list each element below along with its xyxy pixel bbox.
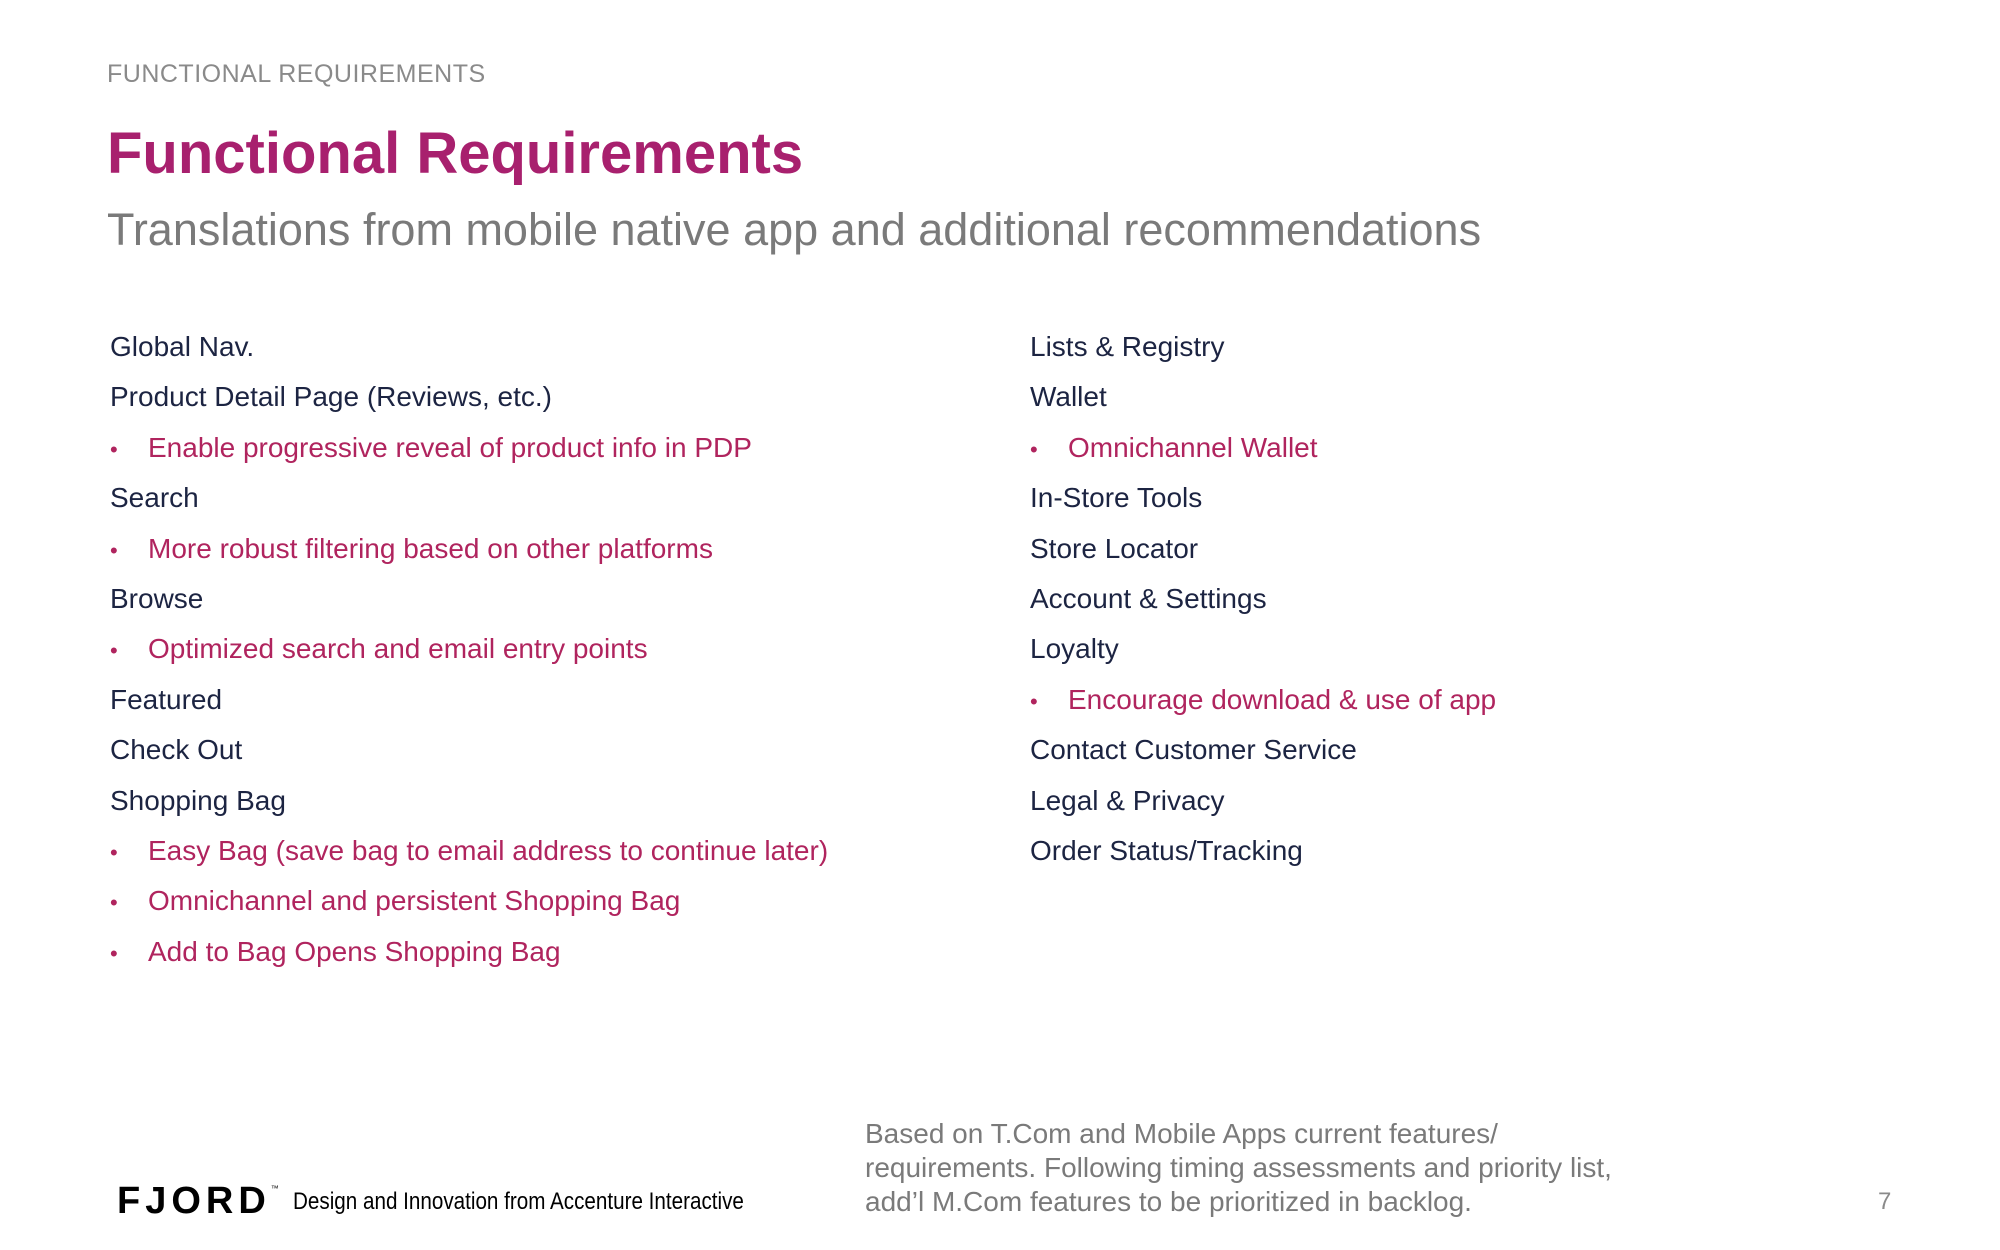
- list-subitem-text: Enable progressive reveal of product info in PDP: [148, 431, 752, 463]
- list-subitem-text: Optimized search and email entry points: [148, 633, 648, 665]
- list-subitem-text: Omnichannel Wallet: [1068, 431, 1318, 463]
- list-item-text: Global Nav.: [110, 331, 255, 362]
- bullet-icon: •: [110, 839, 118, 865]
- list-item-text: Lists & Registry: [1030, 331, 1225, 362]
- list-item-text: Featured: [110, 683, 223, 715]
- list-item: [1030, 826, 1496, 876]
- bullet-icon: •: [110, 537, 118, 563]
- list-subitem: [1030, 675, 1496, 725]
- list-subitem: [1030, 423, 1496, 473]
- bullet-icon: •: [110, 436, 118, 462]
- list-item: [110, 574, 828, 624]
- logo-tagline: Design and Innovation from Accenture Interactive: [292, 1188, 744, 1215]
- list-item-text: Legal & Privacy: [1030, 784, 1225, 816]
- list-subitem: [110, 876, 828, 926]
- list-item: [1030, 524, 1496, 574]
- list-item: [110, 322, 828, 372]
- bullet-icon: •: [110, 890, 118, 916]
- bullet-icon: •: [1030, 688, 1038, 714]
- list-item: [110, 675, 828, 725]
- section-eyebrow: FUNCTIONAL REQUIREMENTS: [107, 60, 486, 88]
- bullet-icon: •: [110, 638, 118, 664]
- list-item-text: Product Detail Page (Reviews, etc.): [110, 381, 552, 413]
- list-item: [1030, 624, 1496, 674]
- list-subitem: [110, 524, 828, 574]
- list-item: [1030, 473, 1496, 523]
- page-title: Functional Requirements: [107, 121, 804, 186]
- list-item-text: Account & Settings: [1030, 582, 1267, 614]
- list-item: [1030, 322, 1496, 372]
- list-item-text: Check Out: [110, 734, 243, 766]
- page-subtitle: Translations from mobile native app and additional recommendations: [107, 204, 1482, 255]
- list-item: [1030, 372, 1496, 422]
- list-subitem: [110, 423, 828, 473]
- left-requirements-list: [110, 322, 828, 977]
- list-subitem-text: Easy Bag (save bag to email address to continue later): [148, 834, 829, 866]
- list-subitem-text: Encourage download & use of app: [1068, 683, 1497, 715]
- footnote-line: Based on T.Com and Mobile Apps current features/: [865, 1118, 1498, 1149]
- list-item-text: Wallet: [1030, 381, 1107, 413]
- logo-trademark: ™: [270, 1184, 279, 1193]
- list-item-text: Shopping Bag: [110, 784, 286, 816]
- list-item-text: Contact Customer Service: [1030, 734, 1357, 766]
- list-item: [110, 473, 828, 523]
- footnote-line: add’l M.Com features to be prioritized in backlog.: [865, 1186, 1472, 1217]
- list-subitem-text: Omnichannel and persistent Shopping Bag: [148, 885, 681, 917]
- list-subitem: [110, 826, 828, 876]
- bullet-icon: •: [110, 940, 118, 966]
- list-item-text: Order Status/Tracking: [1030, 834, 1303, 866]
- list-item: [110, 372, 828, 422]
- list-subitem-text: Add to Bag Opens Shopping Bag: [148, 935, 561, 967]
- list-item-text: Search: [110, 482, 199, 514]
- list-item-text: Store Locator: [1030, 532, 1199, 564]
- list-item: [1030, 725, 1496, 775]
- logo-wordmark: FJORD: [117, 1180, 271, 1222]
- list-item-text: Loyalty: [1030, 633, 1119, 665]
- list-subitem: [110, 927, 828, 977]
- list-subitem: [110, 624, 828, 674]
- list-item: [110, 725, 828, 775]
- footnote: [865, 1117, 1612, 1219]
- page-number: 7: [1878, 1188, 1892, 1215]
- list-item: [110, 776, 828, 826]
- list-item-text: In-Store Tools: [1030, 482, 1203, 514]
- list-subitem-text: More robust filtering based on other platforms: [148, 532, 713, 564]
- list-item: [1030, 776, 1496, 826]
- bullet-icon: •: [1030, 436, 1038, 462]
- footnote-line: requirements. Following timing assessments and priority list,: [865, 1152, 1612, 1183]
- list-item-text: Browse: [110, 582, 204, 614]
- right-requirements-list: [1030, 322, 1496, 876]
- fjord-logo: [117, 1178, 817, 1224]
- list-item: [1030, 574, 1496, 624]
